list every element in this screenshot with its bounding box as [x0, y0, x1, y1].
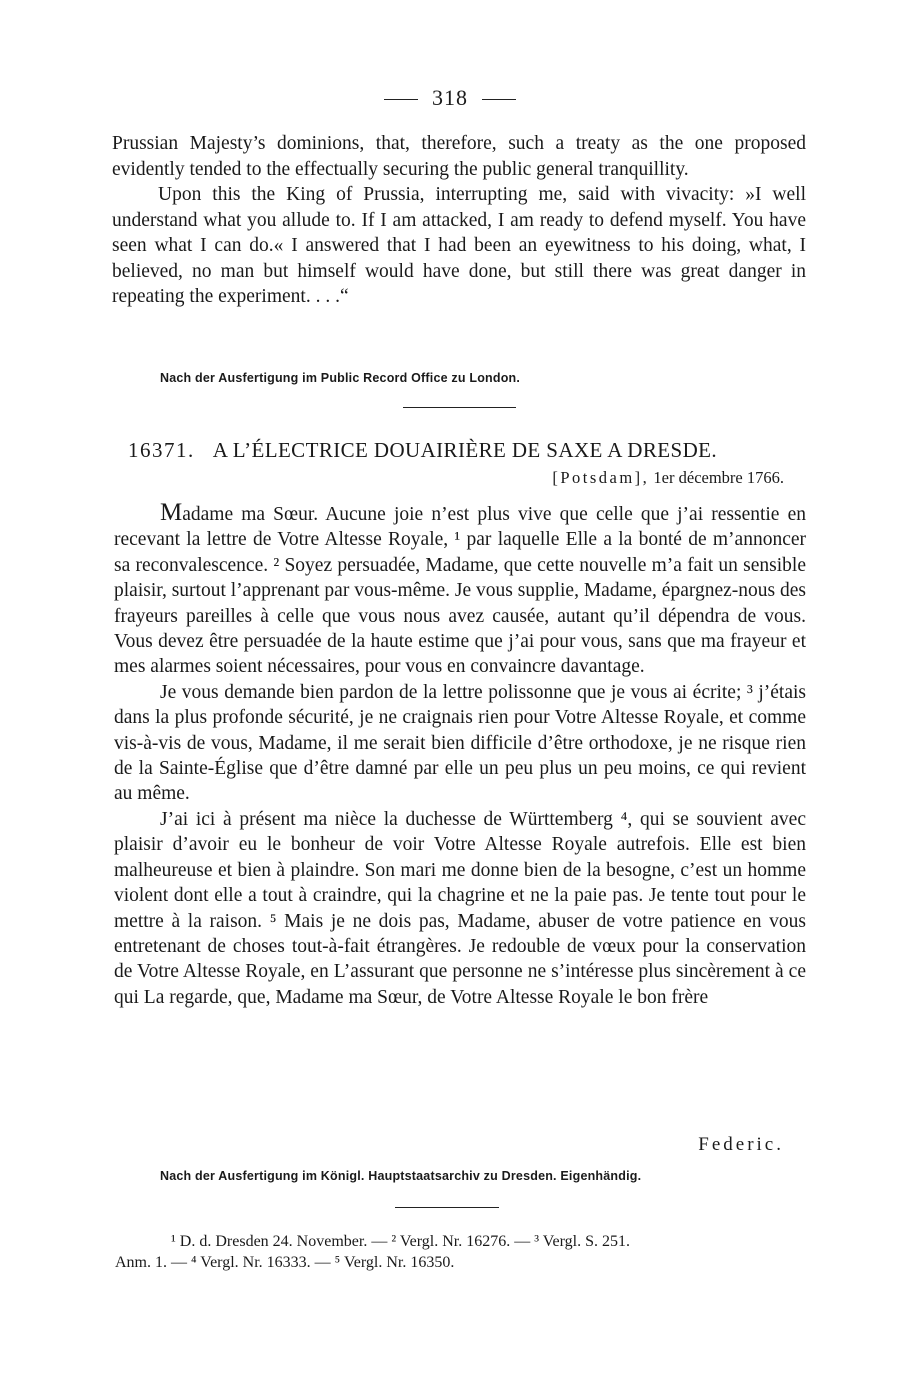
intro-paragraph-1: Prussian Majesty’s dominions, that, therefore, such a treaty as the one proposed evidently tended to the effectually securing the public general tranquillity.: [112, 133, 806, 180]
page-number-text: 318: [432, 85, 468, 110]
footnote-line-2: Anm. 1. — ⁴ Vergl. Nr. 16333. — ⁵ Vergl. Nr. 16350.: [115, 1254, 455, 1271]
letter-paragraph-3: J’ai ici à présent ma nièce la duchesse de Württemberg ⁴, qui se souvient avec plaisir d’avoir eu le bonheur de voir Votre Altesse Royale autrefois. Elle est bien malheureuse et bien à plaindre. Son mari me donne bien de la besogne, c’est un homme violent dont elle a tout à craindre, qui la chagrine et ne la paie pas. Je tente tout pour le mettre à la raison. ⁵ Mais je ne dois pas, Madame, abuser de votre patience en vous entretenant de choses tout-à-fait étrangères. Je redouble de vœux pour la conservation de Votre Altesse Royale, en L’assurant que personne ne s’intéresse plus sincèrement à ce qui La regarde, que, Madame ma Sœur, de Votre Altesse Royale le bon frère: [114, 808, 806, 1008]
intro-paragraph-2: Upon this the King of Prussia, interrupting me, said with vivacity: »I well understand what you allude to. If I am attacked, I am ready to defend myself. You have seen what I can do.« I answered that I had been an eyewitness to his doing, what, I believed, no man but himself would have done, but still there was great danger in repeating the experiment. . . .“: [112, 184, 806, 307]
source-note-dresden: Nach der Ausfertigung im Königl. Hauptstaatsarchiv zu Dresden. Eigenhändig.: [160, 1169, 642, 1183]
letter-body: [114, 500, 806, 1010]
letter-place: [Potsdam],: [552, 468, 650, 487]
footnote-line-1: ¹ D. d. Dresden 24. November. — ² Vergl. Nr. 16276. — ³ Vergl. S. 251.: [171, 1233, 630, 1250]
source-note-london: Nach der Ausfertigung im Public Record Office zu London.: [160, 371, 521, 385]
letter-number: 16371.: [128, 438, 195, 462]
footnotes: [115, 1231, 809, 1273]
page-number-dash-left: [384, 99, 418, 100]
letter-date: 1er décembre 1766.: [653, 468, 784, 487]
salutation-initial: M: [160, 499, 183, 526]
page-number: [0, 85, 900, 111]
letter-dateline: [552, 468, 784, 488]
letter-title: A L’ÉLECTRICE DOUAIRIÈRE DE SAXE A DRESDE.: [212, 438, 718, 462]
letter-paragraph-2: Je vous demande bien pardon de la lettre polissonne que je vous ai écrite; ³ j’étais dans la plus profonde sécurité, je ne craignais rien pour Votre Altesse Royale, et comme vis-à-vis de vous, Madame, il me serait bien difficile d’être orthodoxe, je ne risque rien de la Sainte-Église que d’être damné par elle un peu plus un peu moins, ce qui revient au même.: [114, 681, 806, 805]
letter-heading: [128, 438, 808, 463]
intro-text: [112, 131, 806, 310]
section-divider: [403, 407, 516, 408]
footnote-divider: [395, 1207, 499, 1208]
letter-signature: Federic.: [698, 1134, 784, 1155]
letter-paragraph-1-text: adame ma Sœur. Aucune joie n’est plus vive que celle que j’ai ressentie en recevant la lettre de Votre Altesse Royale, ¹ par laquelle Elle a la bonté de m’annoncer sa reconvalescence. ² Soyez persuadée, Madame, que cette nouvelle m’a fait un sensible plaisir, surtout l’apprenant par vous-même. Je vous supplie, Madame, épargnez-nous des frayeurs pareilles à celle que vous nous avez causée, autant qu’il dépendra de vous. Vous devez être persuadée de la haute estime que j’ai pour vous, sans que ma frayeur et mes alarmes soient nécessaires, pour vous en convaincre davantage.: [114, 504, 807, 678]
page-number-dash-right: [482, 99, 516, 100]
letter-paragraph-1: [114, 500, 806, 680]
